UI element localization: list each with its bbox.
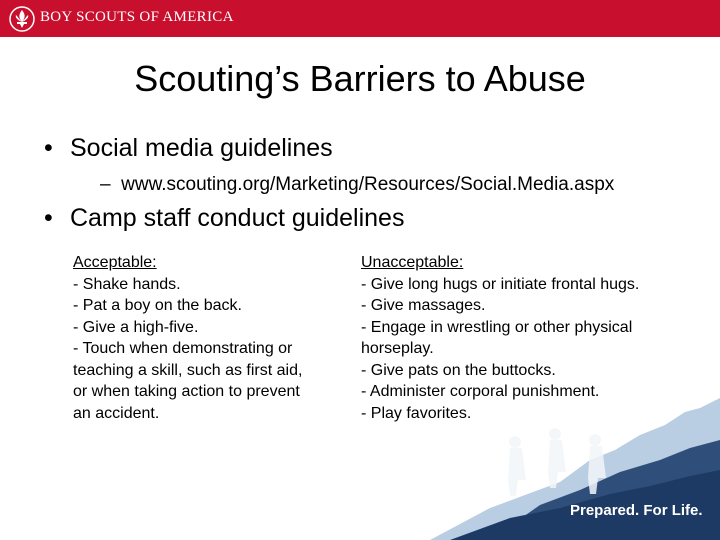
list-item: - Give massages. — [361, 297, 486, 314]
url-text: www.scouting.org/Marketing/Resources/Social.Media.aspx — [121, 174, 615, 195]
dash-icon: – — [100, 174, 122, 195]
bullet-social-media — [44, 134, 333, 163]
list-item: - Give a high-five. — [73, 318, 199, 336]
acceptable-column — [73, 252, 343, 424]
tagline: Prepared. For Life. — [570, 502, 703, 519]
list-item: - Play favorites. — [361, 404, 472, 422]
list-item: - Give pats on the buttocks. — [361, 361, 556, 379]
bullet-dot-icon: • — [44, 134, 53, 162]
sub-bullet-url — [100, 174, 614, 196]
list-item: horseplay. — [361, 340, 434, 357]
slide-title: Scouting’s Barriers to Abuse — [134, 58, 586, 99]
unacceptable-heading: Unacceptable: — [361, 254, 464, 271]
list-item: teaching a skill, such as first aid, — [73, 361, 303, 379]
list-item: - Touch when demonstrating or — [73, 340, 293, 357]
bullet-dot-icon: • — [44, 204, 53, 232]
list-item: - Administer corporal punishment. — [361, 383, 600, 400]
bullet-text: Social media guidelines — [70, 134, 333, 162]
header-bar — [0, 0, 720, 37]
brand-name: BOY SCOUTS OF AMERICA — [40, 9, 234, 25]
bullet-text: Camp staff conduct guidelines — [70, 204, 405, 232]
fleur-de-lis-icon — [9, 6, 35, 32]
acceptable-heading: Acceptable: — [73, 254, 157, 271]
list-item: - Engage in wrestling or other physical — [361, 318, 633, 336]
list-item: - Give long hugs or initiate frontal hugs. — [361, 275, 640, 293]
list-item: - Shake hands. — [73, 275, 181, 293]
list-item: or when taking action to prevent — [73, 383, 300, 400]
list-item: - Pat a boy on the back. — [73, 297, 242, 314]
bullet-camp-staff — [44, 204, 404, 233]
list-item: an accident. — [73, 404, 160, 422]
